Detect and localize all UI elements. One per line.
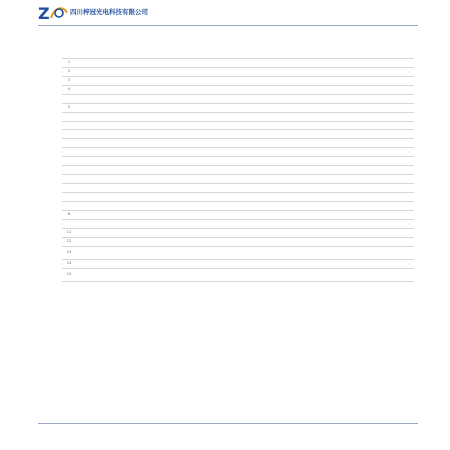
table-cell-min — [156, 130, 188, 139]
table-cell-no: 4 — [62, 85, 76, 94]
table-cell-no — [62, 184, 76, 193]
table-cell-no — [62, 193, 76, 202]
table-row — [62, 148, 414, 157]
table-cell-typ — [188, 130, 220, 139]
table-cell-max — [220, 130, 252, 139]
table-cell-typ — [188, 139, 220, 148]
table-cell-note — [268, 76, 414, 85]
table-cell-param — [76, 148, 156, 157]
table-cell-max — [220, 259, 252, 268]
table-cell-unit — [252, 201, 268, 210]
table-cell-no — [62, 201, 76, 210]
table-cell-note — [268, 139, 414, 148]
table-cell-max — [220, 103, 252, 112]
table-cell-note — [268, 130, 414, 139]
table-cell-max — [220, 201, 252, 210]
table-cell-note — [268, 201, 414, 210]
table-cell-typ — [188, 219, 220, 228]
table-cell-typ — [188, 246, 220, 259]
table-row — [62, 175, 414, 184]
table-cell-typ — [188, 103, 220, 112]
page-header — [38, 4, 418, 24]
table-row — [62, 103, 414, 112]
table-cell-max — [220, 219, 252, 228]
table-cell-min — [156, 219, 188, 228]
table-cell-min — [156, 184, 188, 193]
table-cell-param — [76, 50, 156, 58]
table-cell-typ — [188, 121, 220, 130]
table-cell-unit — [252, 85, 268, 94]
table-row — [62, 85, 414, 94]
table-cell-no: 2 — [62, 67, 76, 76]
table-cell-unit — [252, 268, 268, 281]
table-cell-no — [62, 175, 76, 184]
table-cell-typ — [188, 268, 220, 281]
table-cell-max — [220, 121, 252, 130]
table-row — [62, 130, 414, 139]
table-cell-unit — [252, 50, 268, 58]
table-cell-param — [76, 76, 156, 85]
table-cell-param — [76, 157, 156, 166]
table-cell-no: 6 — [62, 210, 76, 219]
table-cell-unit — [252, 94, 268, 103]
table-cell-param — [76, 259, 156, 268]
table-cell-note — [268, 112, 414, 121]
table-cell-param — [76, 228, 156, 237]
table-cell-unit — [252, 246, 268, 259]
table-cell-min — [156, 175, 188, 184]
table-cell-note — [268, 193, 414, 202]
table-cell-typ — [188, 112, 220, 121]
table-row — [62, 58, 414, 67]
table-cell-typ — [188, 85, 220, 94]
table-cell-max — [220, 268, 252, 281]
table-row — [62, 94, 414, 103]
table-cell-max — [220, 67, 252, 76]
table-cell-min — [156, 193, 188, 202]
table-cell-param — [76, 94, 156, 103]
table-cell-param — [76, 193, 156, 202]
table-cell-max — [220, 184, 252, 193]
table-cell-param — [76, 175, 156, 184]
table-cell-typ — [188, 157, 220, 166]
table-cell-no: 3 — [62, 76, 76, 85]
table-cell-no — [62, 112, 76, 121]
table-cell-param — [76, 201, 156, 210]
table-cell-min — [156, 228, 188, 237]
table-row — [62, 166, 414, 175]
table-cell-max — [220, 94, 252, 103]
table-cell-param — [76, 210, 156, 219]
table-cell-note — [268, 58, 414, 67]
table-row — [62, 259, 414, 268]
table-cell-max — [220, 166, 252, 175]
table-cell-min — [156, 268, 188, 281]
table-cell-unit — [252, 175, 268, 184]
table-cell-note — [268, 67, 414, 76]
table-cell-note — [268, 148, 414, 157]
table-cell-max — [220, 85, 252, 94]
table-cell-note — [268, 85, 414, 94]
table-cell-no — [62, 148, 76, 157]
table-row — [62, 193, 414, 202]
table-cell-typ — [188, 237, 220, 246]
table-cell-min — [156, 76, 188, 85]
company-logo-icon — [38, 4, 68, 22]
table-cell-no — [62, 219, 76, 228]
table-cell-max — [220, 139, 252, 148]
table-cell-no — [62, 50, 76, 58]
table-cell-unit — [252, 219, 268, 228]
svg-text:Z: Z — [38, 4, 50, 22]
table-cell-max — [220, 157, 252, 166]
table-cell-param — [76, 268, 156, 281]
table-cell-unit — [252, 228, 268, 237]
table-cell-no: 11 — [62, 228, 76, 237]
table-cell-note — [268, 94, 414, 103]
table-cell-no: 1 — [62, 58, 76, 67]
table-cell-typ — [188, 228, 220, 237]
table-cell-no: 13 — [62, 246, 76, 259]
table-row — [62, 246, 414, 259]
table-row — [62, 112, 414, 121]
table-cell-no — [62, 139, 76, 148]
table-cell-param — [76, 246, 156, 259]
table-cell-typ — [188, 259, 220, 268]
table-cell-note — [268, 103, 414, 112]
table-row — [62, 268, 414, 281]
table-row — [62, 210, 414, 219]
table-cell-unit — [252, 184, 268, 193]
table-cell-max — [220, 148, 252, 157]
table-cell-note — [268, 219, 414, 228]
table-cell-param — [76, 166, 156, 175]
table-cell-min — [156, 94, 188, 103]
table-cell-min — [156, 246, 188, 259]
table-cell-param — [76, 139, 156, 148]
table-cell-unit — [252, 103, 268, 112]
table-cell-no: 14 — [62, 259, 76, 268]
table-cell-unit — [252, 58, 268, 67]
table-cell-no: 5 — [62, 103, 76, 112]
table-cell-param — [76, 85, 156, 94]
spec-table — [62, 50, 414, 282]
table-cell-typ — [188, 193, 220, 202]
table-cell-max — [220, 58, 252, 67]
table-cell-param — [76, 219, 156, 228]
table-row — [62, 201, 414, 210]
table-cell-max — [220, 237, 252, 246]
table-cell-no — [62, 121, 76, 130]
table-cell-no — [62, 130, 76, 139]
table-cell-unit — [252, 157, 268, 166]
table-cell-param — [76, 121, 156, 130]
table-cell-note — [268, 259, 414, 268]
table-cell-max — [220, 210, 252, 219]
table-cell-no: 12 — [62, 237, 76, 246]
table-cell-max — [220, 246, 252, 259]
table-cell-unit — [252, 139, 268, 148]
table-row — [62, 157, 414, 166]
table-cell-min — [156, 58, 188, 67]
table-cell-max — [220, 112, 252, 121]
footer-line — [62, 437, 422, 443]
table-row — [62, 50, 414, 58]
table-cell-unit — [252, 210, 268, 219]
table-cell-min — [156, 85, 188, 94]
table-cell-max — [220, 193, 252, 202]
table-cell-typ — [188, 67, 220, 76]
footer-rule — [38, 423, 418, 424]
table-cell-param — [76, 237, 156, 246]
table-cell-param — [76, 103, 156, 112]
table-cell-min — [156, 103, 188, 112]
table-cell-note — [268, 210, 414, 219]
table-cell-unit — [252, 166, 268, 175]
table-cell-param — [76, 67, 156, 76]
table-cell-typ — [188, 58, 220, 67]
table-cell-min — [156, 148, 188, 157]
table-cell-typ — [188, 175, 220, 184]
table-cell-note — [268, 157, 414, 166]
table-cell-unit — [252, 112, 268, 121]
table-cell-min — [156, 201, 188, 210]
table-cell-param — [76, 112, 156, 121]
table-cell-note — [268, 268, 414, 281]
table-cell-no — [62, 157, 76, 166]
table-cell-note — [268, 166, 414, 175]
table-cell-note — [268, 175, 414, 184]
table-cell-note — [268, 50, 414, 58]
table-cell-unit — [252, 148, 268, 157]
table-cell-note — [268, 121, 414, 130]
table-cell-min — [156, 237, 188, 246]
table-cell-min — [156, 121, 188, 130]
table-row — [62, 237, 414, 246]
table-cell-unit — [252, 67, 268, 76]
table-cell-min — [156, 166, 188, 175]
table-cell-typ — [188, 148, 220, 157]
table-cell-max — [220, 50, 252, 58]
table-cell-min — [156, 112, 188, 121]
table-row — [62, 184, 414, 193]
table-row — [62, 67, 414, 76]
page-footer — [62, 426, 422, 443]
table-row — [62, 121, 414, 130]
table-cell-max — [220, 76, 252, 85]
table-cell-typ — [188, 210, 220, 219]
table-cell-min — [156, 139, 188, 148]
table-row — [62, 219, 414, 228]
table-cell-note — [268, 246, 414, 259]
header-rule — [38, 25, 418, 26]
table-row — [62, 139, 414, 148]
table-cell-min — [156, 50, 188, 58]
table-cell-typ — [188, 201, 220, 210]
table-cell-max — [220, 175, 252, 184]
table-cell-no: 15 — [62, 268, 76, 281]
table-cell-typ — [188, 184, 220, 193]
table-cell-typ — [188, 76, 220, 85]
table-cell-param — [76, 58, 156, 67]
table-cell-min — [156, 157, 188, 166]
table-cell-min — [156, 210, 188, 219]
table-cell-max — [220, 228, 252, 237]
table-cell-unit — [252, 76, 268, 85]
table-cell-unit — [252, 237, 268, 246]
table-cell-unit — [252, 259, 268, 268]
table-cell-min — [156, 67, 188, 76]
table-cell-unit — [252, 130, 268, 139]
table-cell-note — [268, 228, 414, 237]
table-cell-no — [62, 94, 76, 103]
table-cell-typ — [188, 94, 220, 103]
table-cell-note — [268, 237, 414, 246]
table-cell-min — [156, 259, 188, 268]
table-cell-no — [62, 166, 76, 175]
table-cell-note — [268, 184, 414, 193]
table-cell-unit — [252, 121, 268, 130]
company-name: 四川梓冠光电科技有限公司 — [70, 8, 148, 16]
table-cell-typ — [188, 166, 220, 175]
table-cell-param — [76, 130, 156, 139]
table-row — [62, 76, 414, 85]
table-cell-unit — [252, 193, 268, 202]
table-cell-param — [76, 184, 156, 193]
table-row — [62, 228, 414, 237]
table-cell-typ — [188, 50, 220, 58]
